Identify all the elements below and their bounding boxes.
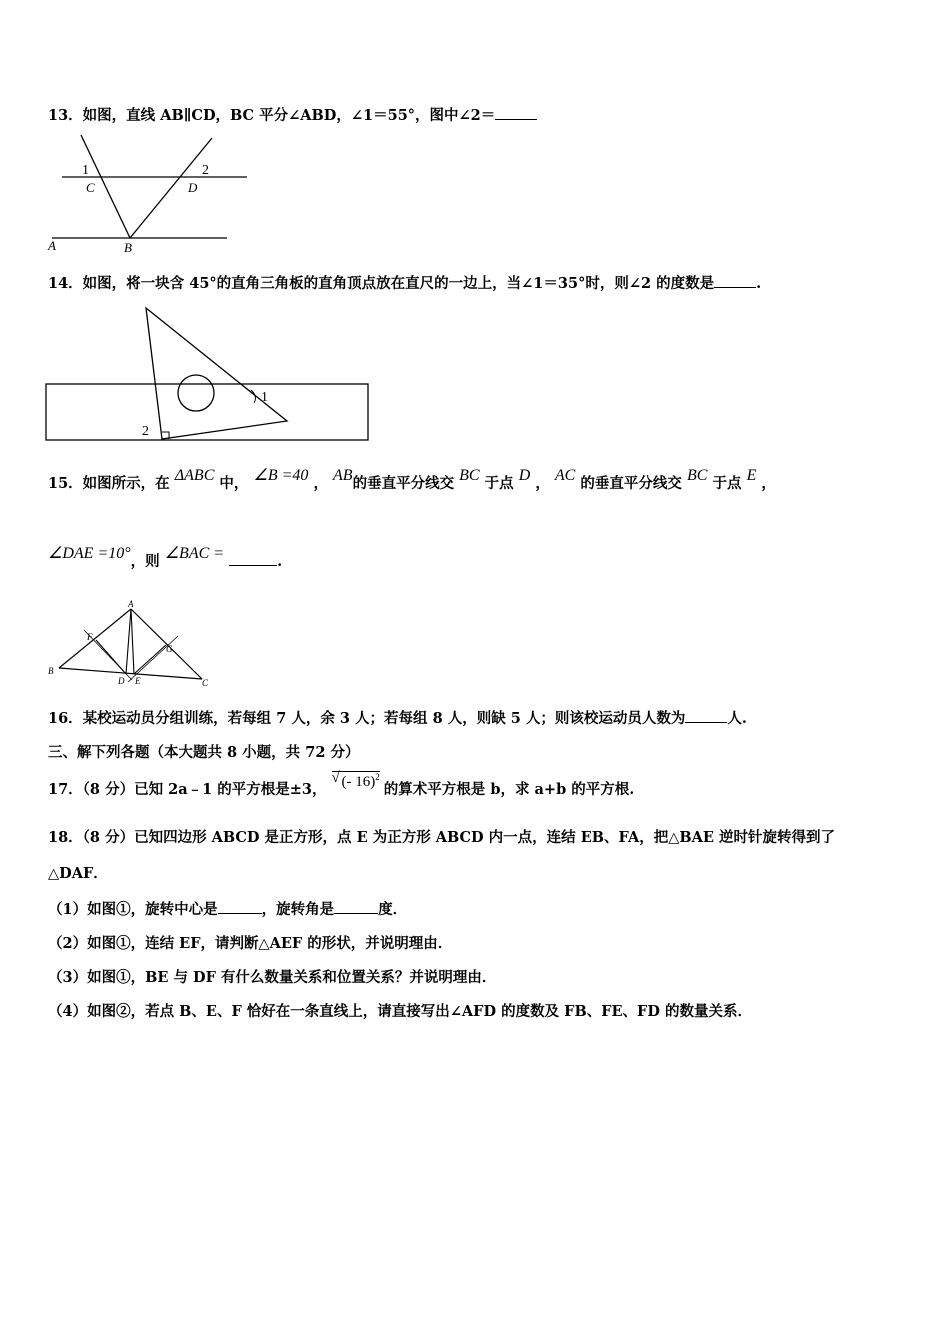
q18-part4: （4）如图②，若点 B、E、F 恰好在一条直线上，请直接写出∠AFD 的度数及 FB、FE、FD 的数量关系． <box>48 1003 752 1020</box>
q16-text <box>48 707 747 728</box>
q13-label-2: 2 <box>202 163 209 178</box>
q15-label-d: D <box>118 676 125 686</box>
q18-p1-blank2 <box>334 899 378 914</box>
q15-d: D <box>518 467 531 484</box>
q14-statement: 14．如图，将一块含 45°的直角三角板的直角顶点放在直尺的一边上，当∠1＝35°时，则∠2 的度数是 <box>48 275 715 292</box>
q15-text <box>48 467 776 493</box>
q15-perp1: 的垂直平分线交 <box>352 475 455 492</box>
q15-label-a: A <box>128 600 134 609</box>
q16-end: 人. <box>727 710 747 727</box>
q14-answer-blank <box>714 273 756 288</box>
q16-answer-blank <box>685 708 727 723</box>
q14-label-1: 1 <box>261 390 268 405</box>
q15-triangle: ΔABC <box>174 467 215 484</box>
q13-answer-blank <box>495 105 537 120</box>
q18-part2: （2）如图①，连结 EF，请判断△AEF 的形状，并说明理由． <box>48 935 453 952</box>
section3-heading: 三、解下列各题（本大题共 8 小题，共 72 分） <box>48 744 360 761</box>
q14-figure <box>44 304 374 444</box>
q17-sqrt-exp: 2 <box>375 772 380 782</box>
q15-perp2: 的垂直平分线交 <box>580 475 682 492</box>
q14-label-2: 2 <box>142 424 149 439</box>
q15-then: ，则 <box>130 553 160 570</box>
q13-label-b: B <box>124 240 132 255</box>
q15-label-b: B <box>48 666 54 676</box>
q15-comma3: ， <box>761 475 776 492</box>
q14-end: . <box>756 275 762 292</box>
q15-e: E <box>746 467 757 484</box>
q15-dae: ∠DAE =10° <box>48 545 131 562</box>
q18-p1b: ，旋转角是 <box>261 901 335 918</box>
q13-label-d: D <box>188 180 198 195</box>
q15-at2: 于点 <box>712 475 742 492</box>
q15-bc1: BC <box>459 467 480 484</box>
q15-ab: AB <box>333 467 353 484</box>
q17-suffix: 的算术平方根是 b，求 a+b 的平方根. <box>383 781 635 798</box>
q13-statement: 13．如图，直线 AB∥CD，BC 平分∠ABD，∠1＝55°，图中∠2＝ <box>48 107 496 124</box>
q15-comma1: ， <box>313 475 328 492</box>
q15-end: . <box>277 553 283 570</box>
q17-text <box>48 770 635 799</box>
q15-at1: 于点 <box>484 475 514 492</box>
q15-bc2: BC <box>686 467 708 484</box>
q15-prefix: 15．如图所示，在 <box>48 475 170 492</box>
q18-p1c: 度． <box>378 901 408 918</box>
q17-sqrt: √ (- 16)$^2$ <box>331 770 380 790</box>
q15-mid: 中， <box>219 475 249 492</box>
q18-part3: （3）如图①，BE 与 DF 有什么数量关系和位置关系？并说明理由． <box>48 969 497 986</box>
q13-text <box>48 104 537 125</box>
q15-figure <box>44 600 214 692</box>
q15-bac: ∠BAC = <box>164 545 225 562</box>
q15-answer-blank <box>229 551 277 566</box>
q15-angle-b: ∠B =40 <box>253 467 309 484</box>
q15-text-2 <box>48 545 283 571</box>
q13-label-1: 1 <box>82 163 89 178</box>
q14-text <box>48 272 761 293</box>
q15-comma2: ， <box>535 475 550 492</box>
q17-prefix: 17．（8 分）已知 2a﹣1 的平方根是±3， <box>48 781 327 798</box>
q17-sqrt-value: (- 16) <box>341 774 376 790</box>
q16-statement: 16．某校运动员分组训练，若每组 7 人，余 3 人；若每组 8 人，则缺 5 人；则该校运动员人数为 <box>48 710 686 727</box>
q18-part1 <box>48 898 407 919</box>
q15-label-g: G <box>166 644 173 654</box>
q18-line2: △DAF． <box>48 865 108 882</box>
q15-label-c: C <box>202 678 209 688</box>
q15-label-e: E <box>135 676 141 686</box>
q13-figure <box>44 130 254 255</box>
q15-ac: AC <box>554 467 576 484</box>
q18-p1-blank1 <box>218 899 262 914</box>
q13-label-a: A <box>48 238 56 253</box>
q18-line1: 18．（8 分）已知四边形 ABCD 是正方形，点 E 为正方形 ABCD 内一点，连结 EB、FA，把△BAE 逆时针旋转得到了 <box>48 829 835 846</box>
q13-label-c: C <box>86 180 95 195</box>
q15-label-f: F <box>87 632 93 642</box>
q18-p1a: （1）如图①，旋转中心是 <box>48 901 218 918</box>
